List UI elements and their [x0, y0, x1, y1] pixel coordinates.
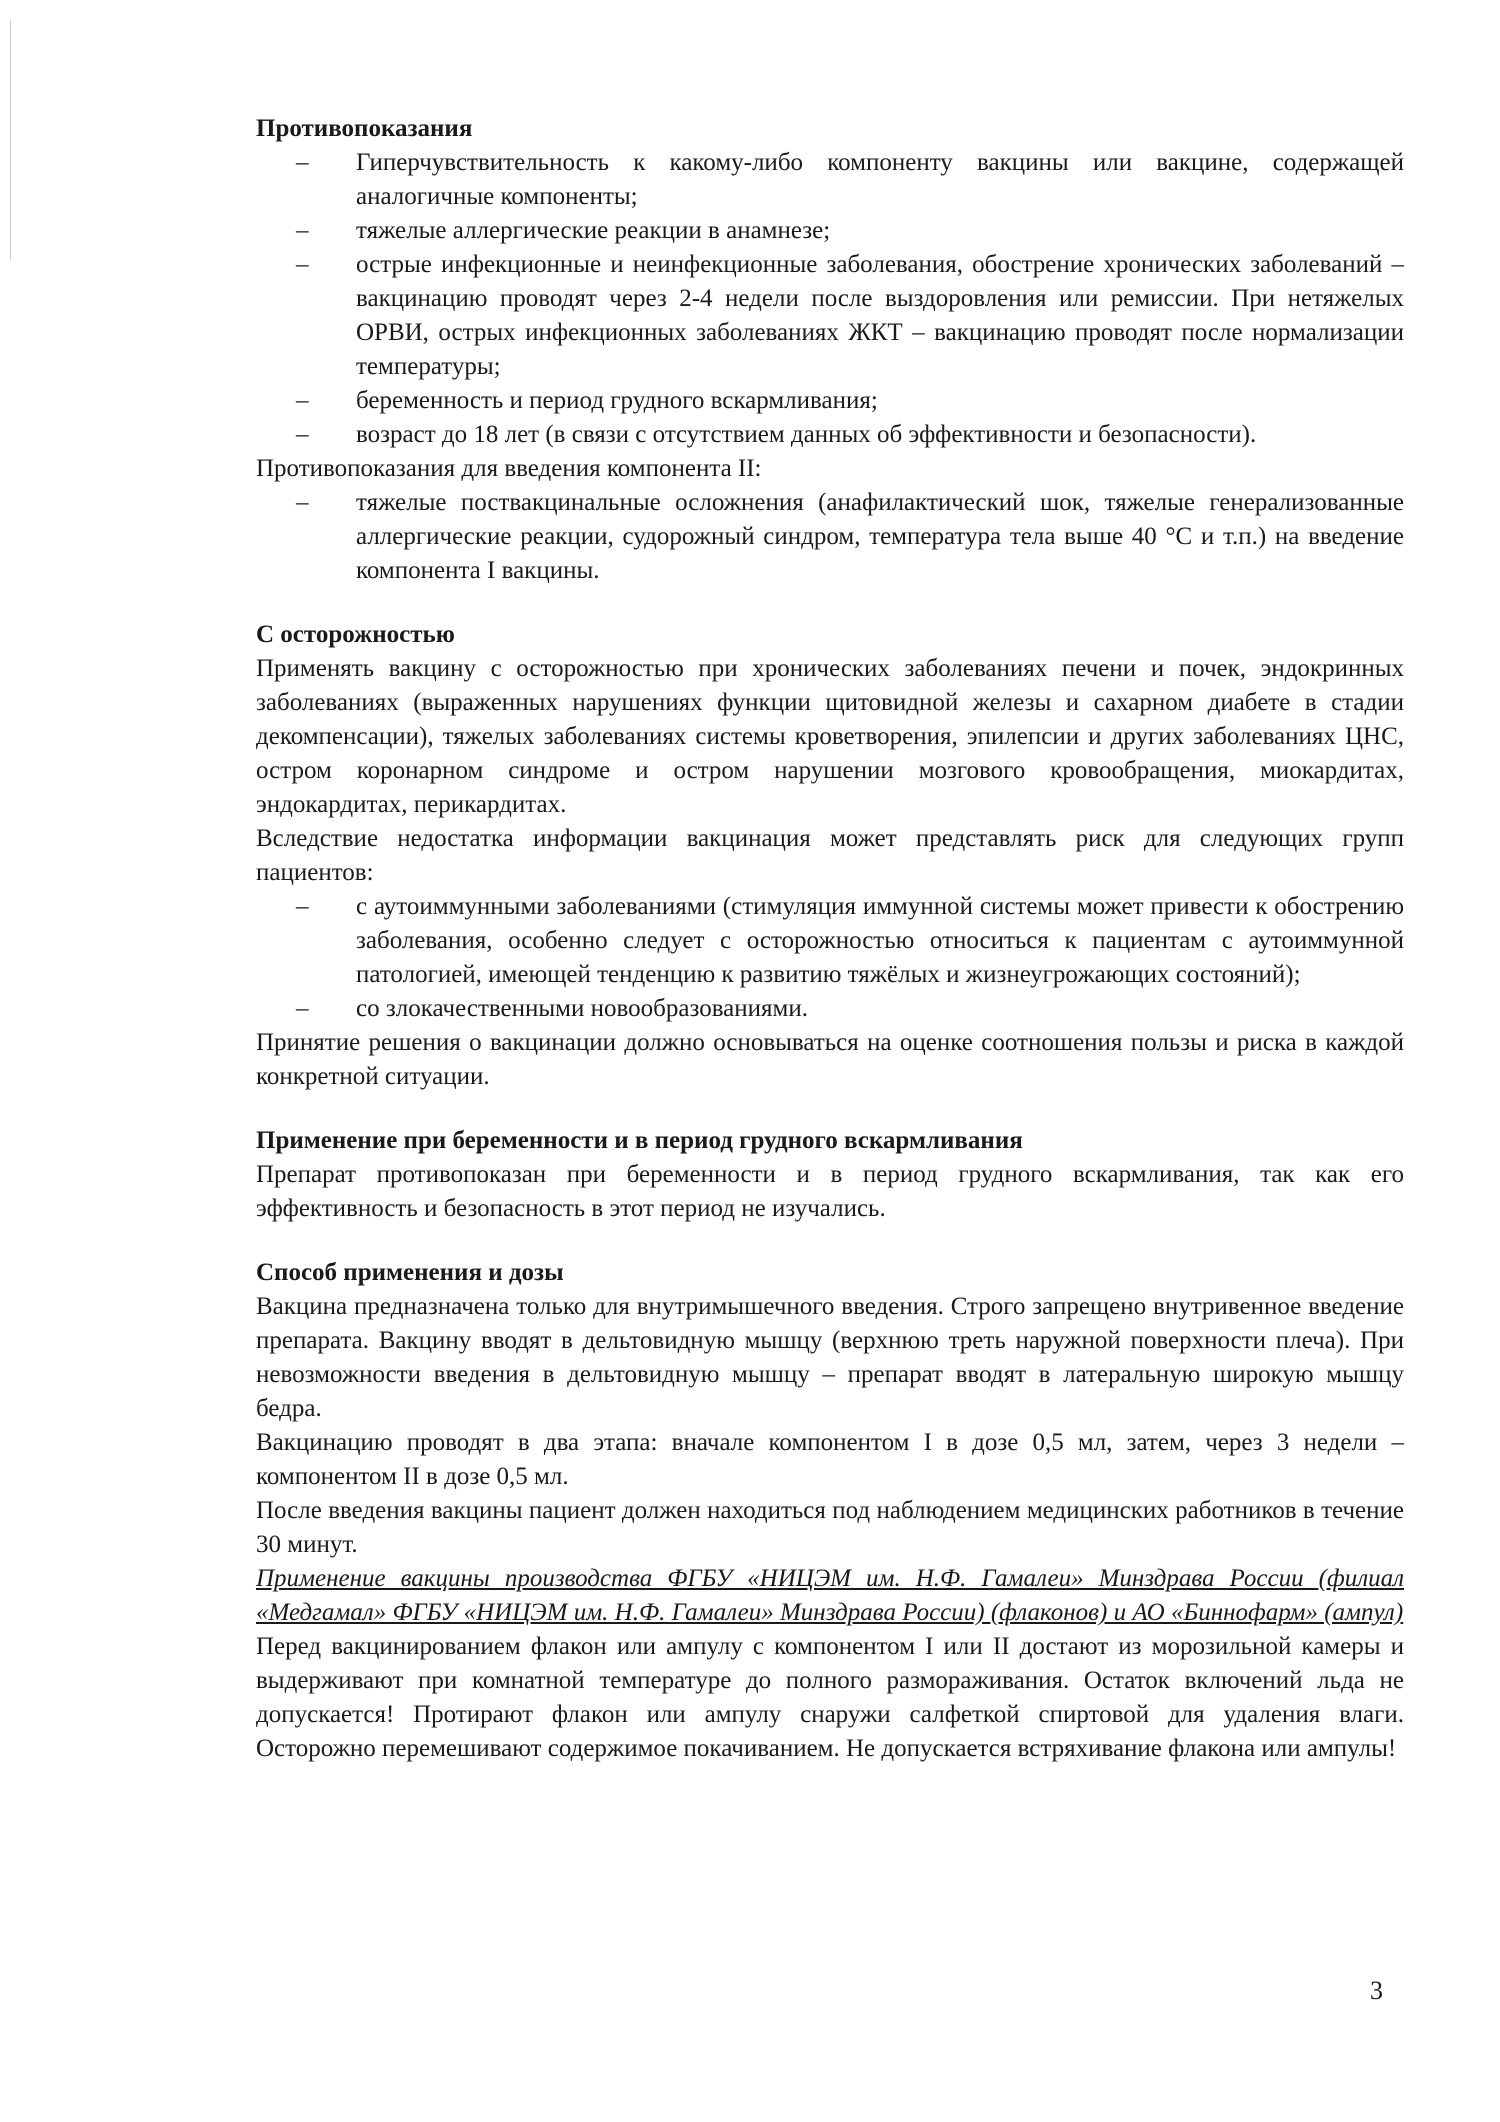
dash-marker: – — [296, 149, 309, 176]
dash-marker: – — [296, 387, 309, 414]
caution-section — [256, 618, 1404, 1094]
dash-marker: – — [296, 251, 309, 278]
list-item: – острые инфекционные и неинфекционные заболевания, обострение хронических заболеваний – вакцинацию проводят через 2-4 недели после выздоровления или ремиссии. При нетяжелых ОРВИ, острых инфекционных заболеваниях ЖКТ – вакцинацию проводят после нормализации температуры; — [356, 248, 1404, 384]
list-item: – возраст до 18 лет (в связи с отсутствием данных об эффективности и безопасности). — [356, 418, 1404, 452]
pregnancy-heading: Применение при беременности и в период грудного вскармливания — [256, 1127, 1023, 1154]
caution-list — [256, 890, 1404, 1026]
pregnancy-section — [256, 1124, 1404, 1226]
dosage-paragraph: Вакцина предназначена только для внутримышечного введения. Строго запрещено внутривенное введение препарата. Вакцину вводят в дельтовидную мышцу (верхнюю треть наружной поверхности плеча). При невозможности введения в дельтовидную мышцу – препарат вводят в латеральную широкую мышцу бедра. — [256, 1293, 1404, 1422]
contraindications-list — [256, 146, 1404, 452]
page-number: 3 — [1370, 1976, 1383, 2005]
caution-paragraph: Применять вакцину с осторожностью при хронических заболеваниях печени и почек, эндокринных заболеваниях (выраженных нарушениях функции щитовидной железы и сахарном диабете в стадии декомпенсации), тяжелых заболеваниях системы кроветворения, эпилепсии и других заболеваниях ЦНС, остром коронарном синдроме и остром нарушении мозгового кровообращения, миокардитах, эндокардитах, перикардитах. — [256, 655, 1404, 818]
pregnancy-paragraph: Препарат противопоказан при беременности и в период грудного вскармливания, так как его эффективность и безопасность в этот период не изучались. — [256, 1161, 1404, 1222]
document-content — [256, 112, 1404, 1766]
dosage-paragraph: Вакцинацию проводят в два этапа: вначале компонентом I в дозе 0,5 мл, затем, через 3 недели – компонентом II в дозе 0,5 мл. — [256, 1429, 1404, 1490]
contraindications-heading: Противопоказания — [256, 115, 473, 142]
list-item: – с аутоиммунными заболеваниями (стимуляция иммунной системы может привести к обострению заболевания, особенно следует с осторожностью относиться к пациентам с аутоиммунной патологией, имеющей тенденцию к развитию тяжёлых и жизнеугрожающих состояний); — [356, 890, 1404, 992]
list-item: – тяжелые аллергические реакции в анамнезе; — [356, 214, 1404, 248]
component2-list — [256, 486, 1404, 588]
dosage-section — [256, 1256, 1404, 1766]
dash-marker: – — [296, 995, 309, 1022]
list-item: – со злокачественными новообразованиями. — [356, 992, 1404, 1026]
dosage-paragraph: После введения вакцины пациент должен находиться под наблюдением медицинских работников в течение 30 минут. — [256, 1497, 1404, 1558]
caution-paragraph: Принятие решения о вакцинации должно основываться на оценке соотношения пользы и риска в каждой конкретной ситуации. — [256, 1029, 1404, 1090]
scan-edge-line — [10, 20, 11, 260]
contraindications-section — [256, 112, 1404, 588]
dosage-heading: Способ применения и дозы — [256, 1259, 564, 1286]
dash-marker: – — [296, 893, 309, 920]
caution-paragraph: Вследствие недостатка информации вакцинация может представлять риск для следующих групп пациентов: — [256, 825, 1404, 886]
dash-marker: – — [296, 421, 309, 448]
list-item: – беременность и период грудного вскармливания; — [356, 384, 1404, 418]
list-item: – тяжелые поствакцинальные осложнения (анафилактический шок, тяжелые генерализованные аллергические реакции, судорожный синдром, температура тела выше 40 °С и т.п.) на введение компонента I вакцины. — [356, 486, 1404, 588]
dash-marker: – — [296, 217, 309, 244]
dosage-paragraph: Перед вакцинированием флакон или ампулу с компонентом I или II достают из морозильной камеры и выдерживают при комнатной температуре до полного размораживания. Остаток включений льда не допускается! Протирают флакон или ампулу снаружи салфеткой спиртовой для удаления влаги. Осторожно перемешивают содержимое покачиванием. Не допускается встряхивание флакона или ампулы! — [256, 1633, 1404, 1762]
component2-title: Противопоказания для введения компонента II: — [256, 455, 762, 482]
dash-marker: – — [296, 489, 309, 516]
caution-heading: С осторожностью — [256, 621, 455, 648]
dosage-subheading: Применение вакцины производства ФГБУ «НИЦЭМ им. Н.Ф. Гамалеи» Минздрава России (филиал «Медгамал» ФГБУ «НИЦЭМ им. Н.Ф. Гамалеи» Минздрава России) (флаконов) и АО «Биннофарм» (ампул) — [256, 1565, 1404, 1626]
list-item: – Гиперчувствительность к какому-либо компоненту вакцины или вакцине, содержащей аналогичные компоненты; — [356, 146, 1404, 214]
